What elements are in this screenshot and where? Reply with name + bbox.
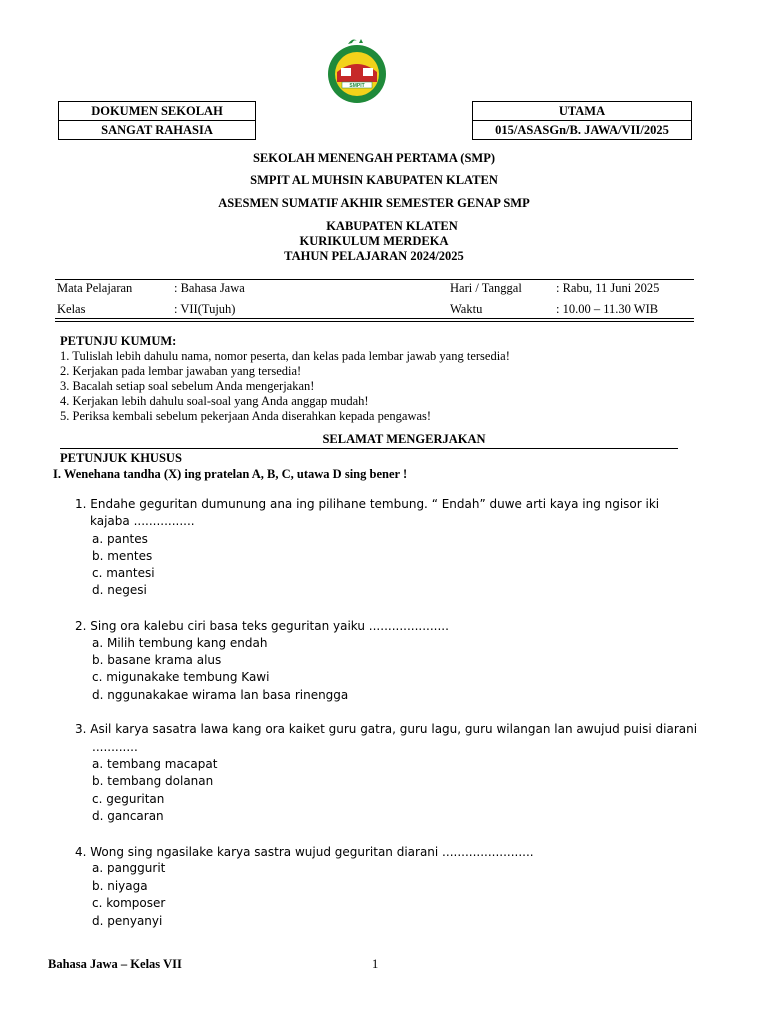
option: b. basane krama alus [92,653,222,667]
question-4-text: 4. Wong sing ngasilake karya sastra wujud geguritan diarani ........................ [75,845,534,859]
info-bottom-rule [55,318,694,319]
specific-instructions-title: PETUNJUK KHUSUS [60,451,182,465]
question-3-text: 3. Asil karya sasatra lawa kang ora kaiket guru gatra, guru lagu, guru wilangan lan awujud puisi diarani [75,722,698,736]
doc-type: DOKUMEN SEKOLAH [91,104,223,118]
class-value: : VII(Tujuh) [174,302,236,316]
time-label: Waktu [450,302,483,316]
option: b. tembang dolanan [92,774,214,788]
question-2-text: 2. Sing ora kalebu ciri basa teks geguritan yaiku ..................... [75,619,449,633]
general-instruction-item: 2. Kerjakan pada lembar jawaban yang tersedia! [60,364,302,378]
info-bottom-rule-2 [55,321,694,322]
doc-code: 015/ASASGn/B. JAWA/VII/2025 [473,120,691,139]
header-exam-title: ASESMEN SUMATIF AKHIR SEMESTER GENAP SMP [218,196,530,210]
question-3-text-cont: ............ [92,740,138,754]
option: d. negesi [92,583,147,597]
header-school-name: SMPIT AL MUHSIN KABUPATEN KLATEN [250,173,498,187]
option: a. panggurit [92,861,166,875]
date-label: Hari / Tanggal [450,281,522,295]
section-instruction: I. Wenehana tandha (X) ing pratelan A, B, C, utawa D sing bener ! [53,467,408,481]
time-value: : 10.00 – 11.30 WIB [556,302,659,316]
header-regency: KABUPATEN KLATEN [326,219,458,233]
option: a. pantes [92,532,148,546]
question-1-text-cont: kajaba ................ [90,514,195,528]
option: d. penyanyi [92,914,163,928]
doc-secrecy: SANGAT RAHASIA [59,120,255,139]
date-value: : Rabu, 11 Juni 2025 [556,281,660,295]
closing-greeting: SELAMAT MENGERJAKAN [322,432,486,446]
question-1-text: 1. Endahe geguritan dumunung ana ing pilihane tembung. “ Endah” duwe arti kaya ing ngisor iki [75,497,660,511]
general-instruction-item: 3. Bacalah setiap soal sebelum Anda mengerjakan! [60,379,315,393]
option: d. gancaran [92,809,164,823]
subject-label: Mata Pelajaran [57,281,133,295]
option: a. tembang macapat [92,757,218,771]
general-instructions-title: PETUNJU KUMUM: [60,334,177,348]
school-logo [322,36,392,104]
info-top-rule [55,279,694,280]
header-curriculum: KURIKULUM MERDEKA [299,234,449,248]
document-classification-box [58,101,256,140]
option: c. geguritan [92,792,165,806]
option: b. niyaga [92,879,148,893]
subject-value: : Bahasa Jawa [174,281,245,295]
page-number: 1 [372,957,379,971]
document-code-box [472,101,692,140]
option: b. mentes [92,549,153,563]
option: c. mantesi [92,566,155,580]
option: c. komposer [92,896,166,910]
general-instruction-item: 1. Tulislah lebih dahulu nama, nomor peserta, dan kelas pada lembar jawab yang tersedia! [60,349,510,363]
header-academic-year: TAHUN PELAJARAN 2024/2025 [284,249,464,263]
logo-text: SMPIT [349,83,365,89]
section-divider [60,448,678,449]
general-instruction-item: 4. Kerjakan lebih dahulu soal-soal yang Anda anggap mudah! [60,394,369,408]
general-instruction-item: 5. Periksa kembali sebelum pekerjaan Anda diserahkan kepada pengawas! [60,409,432,423]
option: c. migunakake tembung Kawi [92,670,270,684]
footer-label: Bahasa Jawa – Kelas VII [48,957,182,971]
header-school-level: SEKOLAH MENENGAH PERTAMA (SMP) [252,151,496,165]
option: d. nggunakakae wirama lan basa rinengga [92,688,349,702]
option: a. Milih tembung kang endah [92,636,268,650]
doc-category: UTAMA [558,104,606,118]
class-label: Kelas [57,302,86,316]
